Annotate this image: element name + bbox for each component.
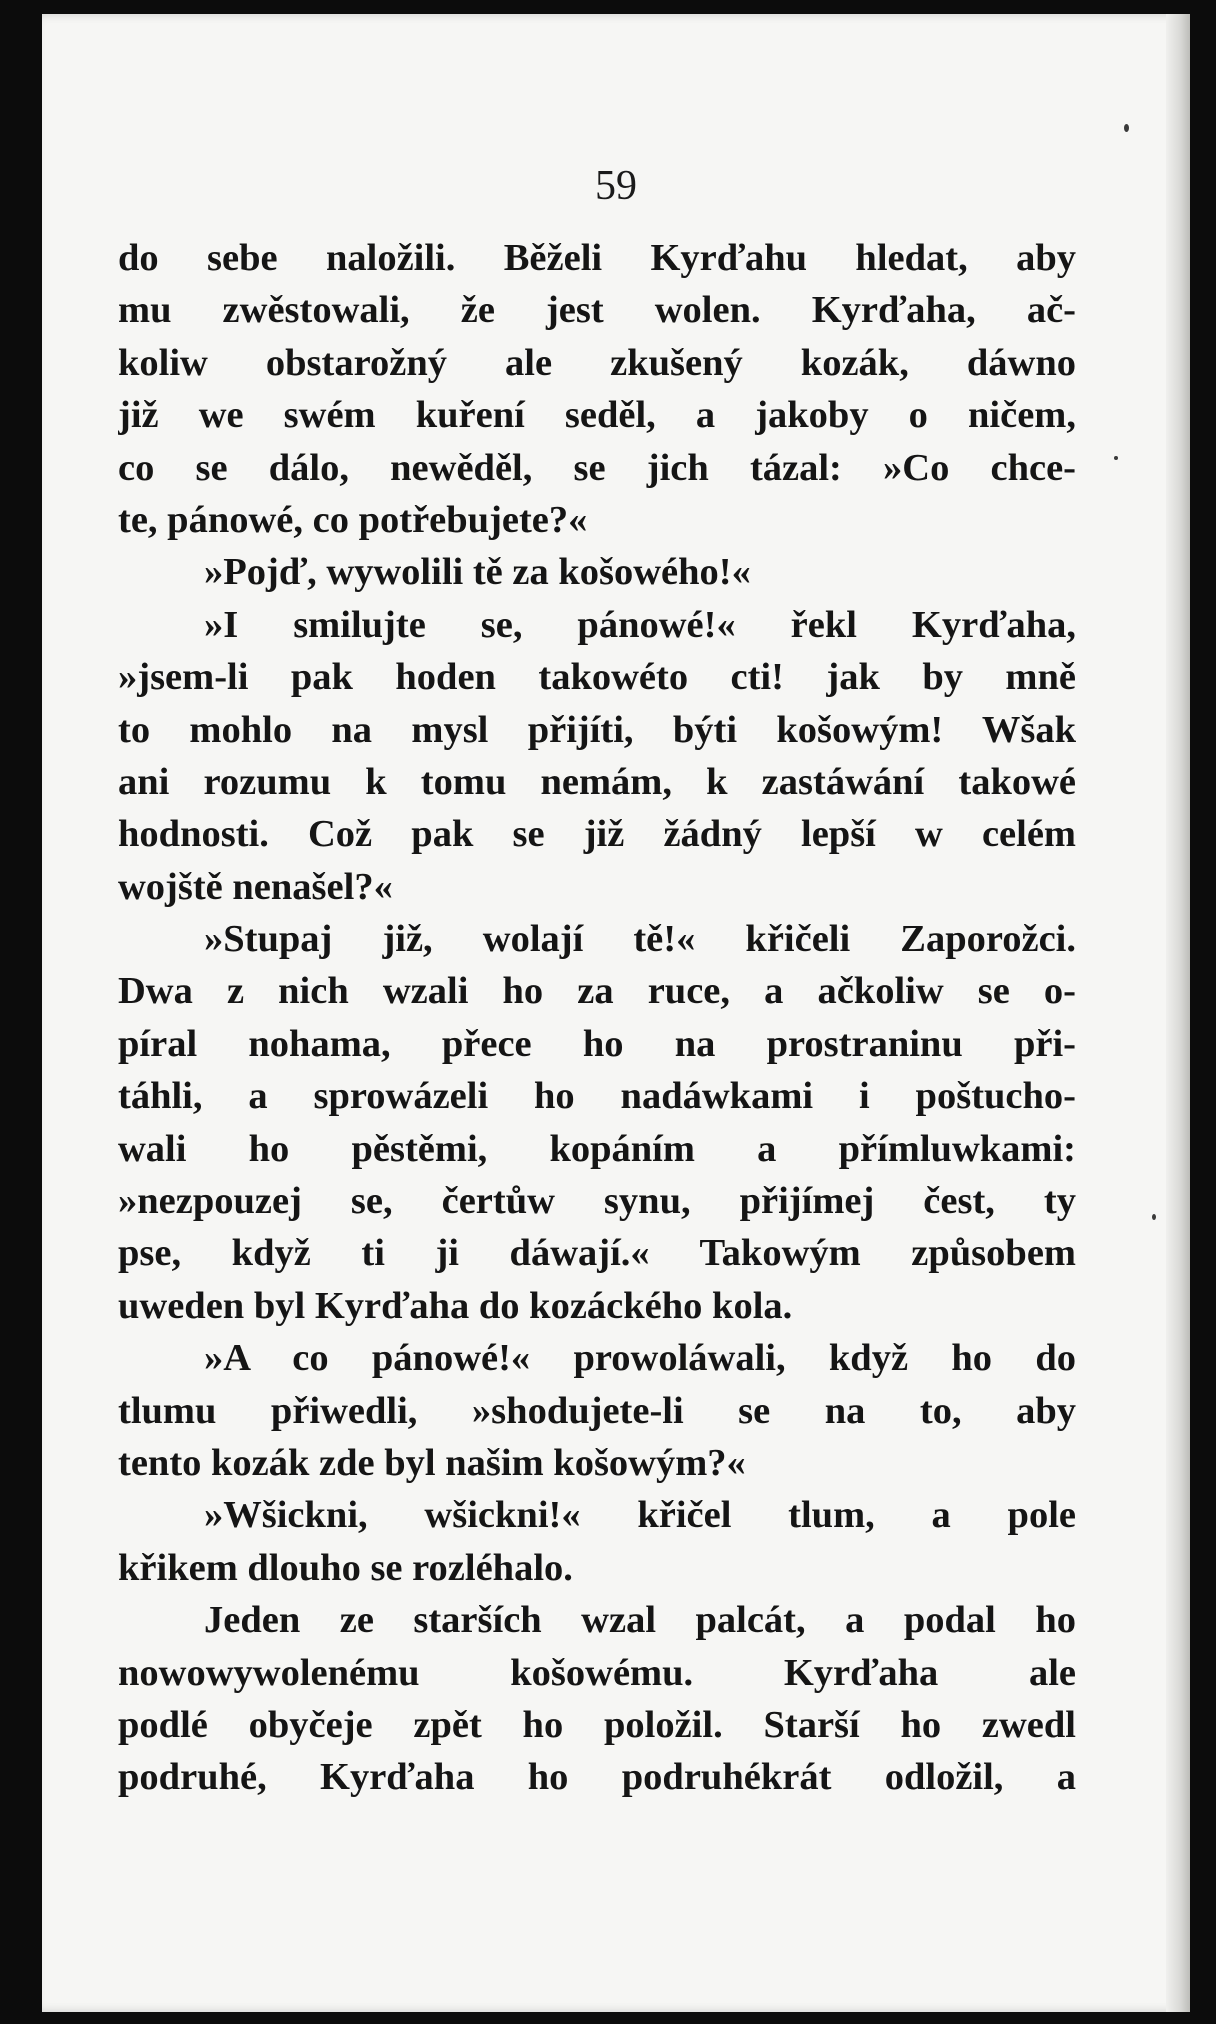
print-speck: [1124, 124, 1129, 132]
body-text: [118, 232, 1076, 1804]
text-line: tlumu přiwedli, »shodujete-li se na to, aby: [118, 1389, 1076, 1432]
text-line: wojště nenašel?«: [118, 865, 393, 908]
text-line: to mohlo na mysl přijíti, býti košowým! Wšak: [118, 708, 1076, 751]
text-line: te, pánowé, co potřebujete?«: [118, 498, 588, 541]
print-speck: [1114, 456, 1118, 460]
text-line: ani rozumu k tomu nemám, k zastáwání takowé: [118, 760, 1076, 803]
text-line: hodnosti. Což pak se již žádný lepší w celém: [118, 813, 1076, 856]
text-line: nowowywolenému košowému. Kyrďaha ale: [118, 1651, 1076, 1694]
print-speck: [1152, 1214, 1156, 1220]
text-line: wali ho pěstěmi, kopáním a přímluwkami:: [118, 1127, 1076, 1170]
text-line: křikem dlouho se rozléhalo.: [118, 1546, 573, 1589]
text-line: »I smilujte se, pánowé!« řekl Kyrďaha,: [204, 603, 1076, 646]
text-line: mu zwěstowali, že jest wolen. Kyrďaha, ač-: [118, 289, 1076, 332]
page-number: 59: [595, 163, 637, 209]
text-line: píral nohama, přece ho na prostraninu při-: [118, 1022, 1076, 1065]
text-line: tento kozák zde byl našim košowým?«: [118, 1441, 746, 1484]
text-line: »jsem-li pak hoden takowéto cti! jak by mně: [118, 656, 1076, 699]
text-line: koliw obstarožný ale zkušený kozák, dáwno: [118, 341, 1076, 384]
text-line: »A co pánowé!« prowoláwali, když ho do: [204, 1337, 1076, 1380]
text-line: co se dálo, newěděl, se jich tázal: »Co chce-: [118, 446, 1076, 489]
book-page: [42, 14, 1190, 2012]
text-line: uweden byl Kyrďaha do kozáckého kola.: [118, 1284, 793, 1327]
text-line: již we swém kuření seděl, a jakoby o ničem,: [118, 394, 1076, 437]
page-spine-shadow: [1166, 14, 1190, 2012]
text-line: Jeden ze starších wzal palcát, a podal ho: [204, 1599, 1076, 1642]
text-line: »Pojď, wywolili tě za košowého!«: [204, 551, 751, 594]
text-line: »Wšickni, wšickni!« křičel tlum, a pole: [204, 1494, 1076, 1537]
text-line: »Stupaj již, wolají tě!« křičeli Zaporožci.: [204, 918, 1076, 961]
text-line: »nezpouzej se, čertůw synu, přijímej čest, ty: [118, 1180, 1076, 1223]
text-line: Dwa z nich wzali ho za ruce, a ačkoliw se o-: [118, 970, 1076, 1013]
text-line: do sebe naložili. Běželi Kyrďahu hledat, aby: [118, 237, 1076, 279]
text-line: podruhé, Kyrďaha ho podruhékrát odložil, a: [118, 1756, 1076, 1799]
text-line: podlé obyčeje zpět ho položil. Starší ho zwedl: [118, 1703, 1076, 1746]
text-line: pse, když ti ji dáwají.« Takowým způsobem: [118, 1232, 1076, 1275]
text-line: táhli, a sprowázeli ho nadáwkami i poštucho-: [118, 1075, 1076, 1118]
